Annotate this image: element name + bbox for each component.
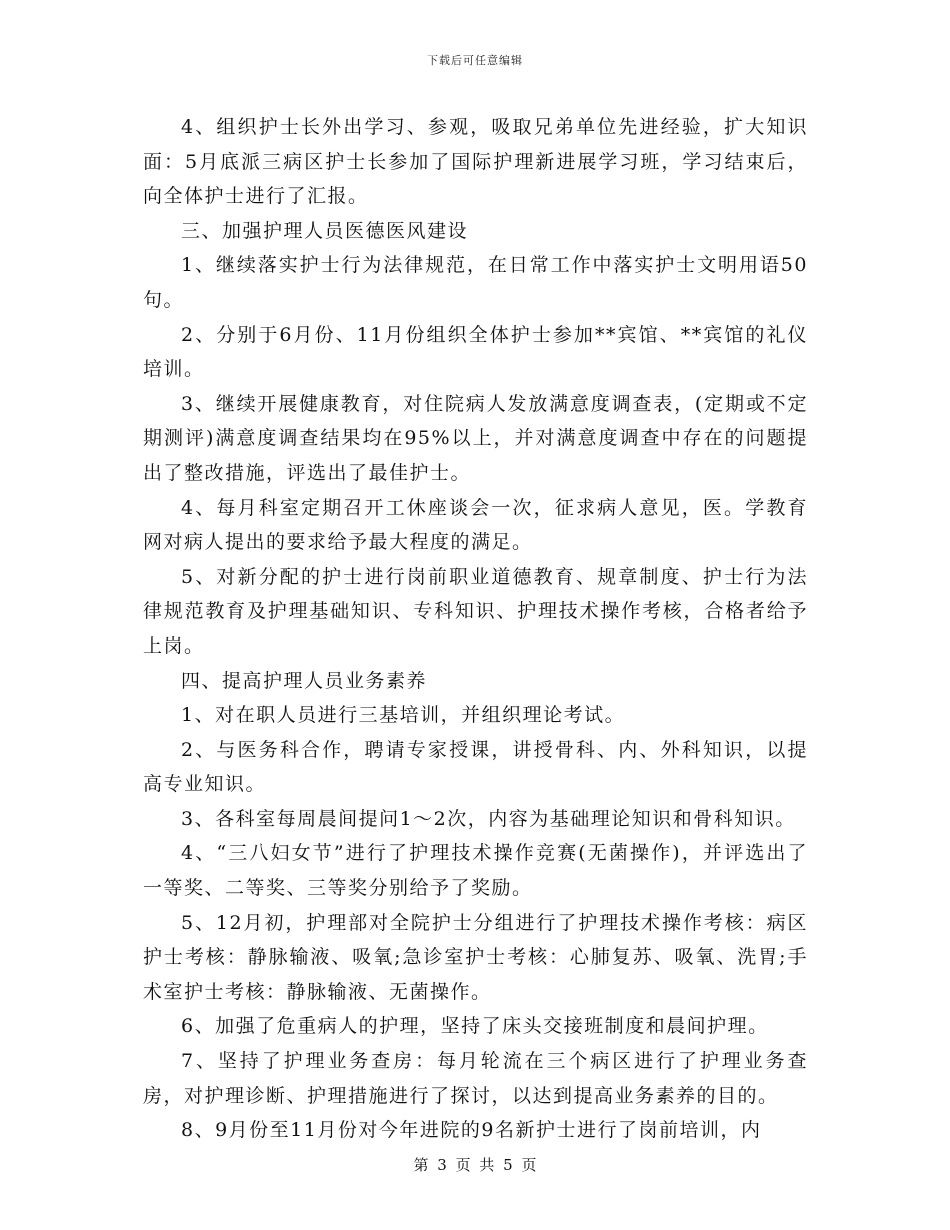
paragraph: 2、与医务科合作，聘请专家授课，讲授骨科、内、外科知识，以提高专业知识。 — [143, 738, 808, 796]
paragraph: 7、坚持了护理业务查房：每月轮流在三个病区进行了护理业务查房，对护理诊断、护理措施进行了探讨，以达到提高业务素养的目的。 — [143, 1050, 808, 1107]
page-number-footer: 第 3 页 共 5 页 — [413, 1156, 537, 1174]
paragraph: 5、12月初，护理部对全院护士分组进行了护理技术操作考核：病区护士考核：静脉输液、吸氧;急诊室护士考核：心肺复苏、吸氧、洗胃;手术室护士考核：静脉输液、无菌操作。 — [143, 911, 808, 1003]
section-heading: 三、加强护理人员医德医风建设 — [181, 219, 469, 242]
paragraph: 1、继续落实护士行为法律规范，在日常工作中落实护士文明用语50句。 — [143, 254, 808, 311]
paragraph: 1、对在职人员进行三基培训，并组织理论考试。 — [181, 704, 626, 727]
paragraph: 8、9月份至11月份对今年进院的9名新护士进行了岗前培训，内 — [181, 1119, 762, 1142]
paragraph: 6、加强了危重病人的护理，坚持了床头交接班制度和晨间护理。 — [181, 1015, 769, 1038]
paragraph: 3、继续开展健康教育，对住院病人发放满意度调查表，(定期或不定期测评)满意度调查结果均在95%以上，并对满意度调查中存在的问题提出了整改措施，评选出了最佳护士。 — [143, 392, 808, 484]
section-heading: 四、提高护理人员业务素养 — [181, 669, 428, 692]
page-header: 下载后可任意编辑 — [427, 54, 523, 67]
paragraph: 5、对新分配的护士进行岗前职业道德教育、规章制度、护士行为法律规范教育及护理基础知识、专科知识、护理技术操作考核，合格者给予上岗。 — [143, 565, 808, 657]
paragraph: 4、每月科室定期召开工休座谈会一次，征求病人意见，医。学教育网对病人提出的要求给予最大程度的满足。 — [143, 496, 808, 554]
paragraph: 3、各科室每周晨间提问1～2次，内容为基础理论知识和骨科知识。 — [181, 807, 796, 830]
body-text — [143, 110, 808, 1148]
paragraph: 4、组织护士长外出学习、参观，吸取兄弟单位先进经验，扩大知识面：5月底派三病区护士长参加了国际护理新进展学习班，学习结束后，向全体护士进行了汇报。 — [143, 116, 808, 208]
paragraph: 2、分别于6月份、11月份组织全体护士参加**宾馆、**宾馆的礼仪培训。 — [143, 323, 808, 381]
paragraph: 4、“三八妇女节”进行了护理技术操作竞赛(无菌操作)，并评选出了一等奖、二等奖、三等奖分别给予了奖励。 — [143, 842, 808, 900]
